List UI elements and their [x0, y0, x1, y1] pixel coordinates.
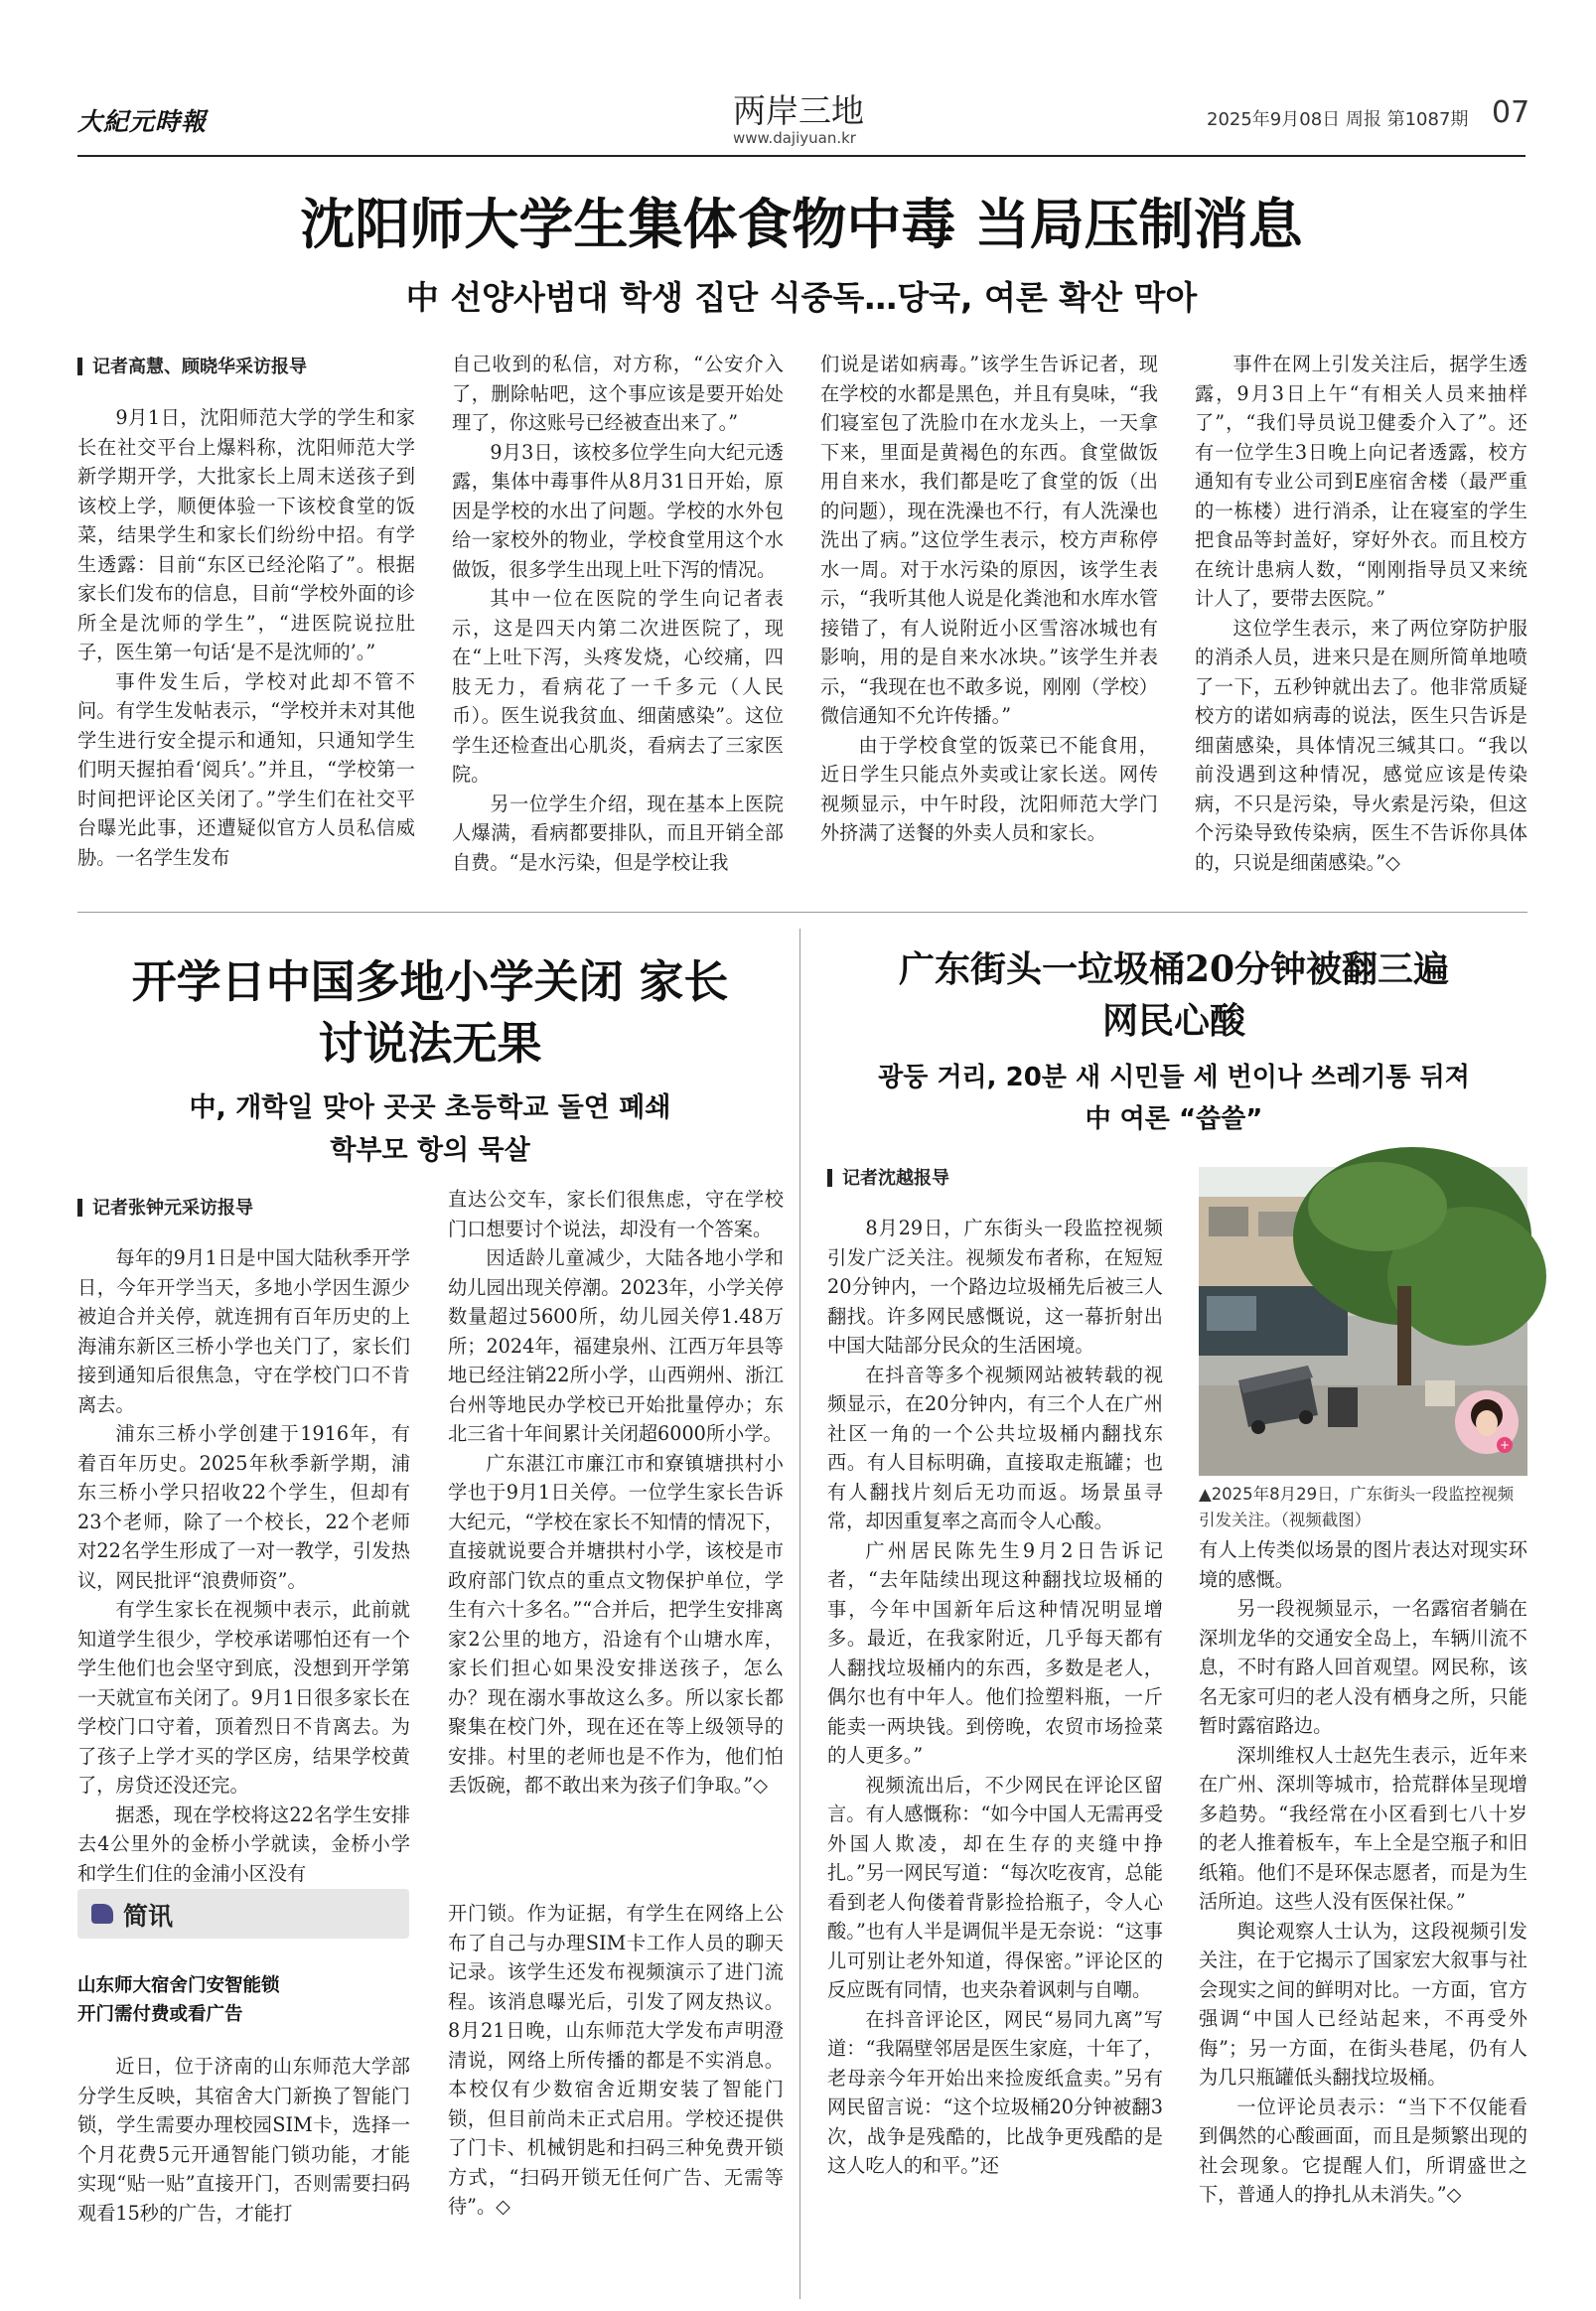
paragraph: 近日，位于济南的山东师范大学部分学生反映，其宿舍大门新换了智能门锁，学生需要办理校园SIM卡，选择一个月花费5元开通智能门锁功能，才能实现“贴一贴”直接开门，否则需要扫码观看15秒的广告，才能打: [77, 2055, 410, 2225]
brief-label: 简讯: [123, 1902, 174, 1931]
article1-title: 沈阳师大学生集体食物中毒 当局压制消息: [300, 192, 1303, 256]
article2-title: [77, 951, 783, 1075]
paragraph: 自己收到的私信，对方称，“公安介入了，删除帖吧，这个事应该是要开始处理了，你这账号已经被查出来了。”: [452, 353, 784, 434]
paragraph: 开门锁。作为证据，有学生在网络上公布了自己与办理SIM卡工作人员的聊天记录。该学生还发布视频演示了进门流程。该消息曝光后，引发了网友热议。8月21日晚，山东师范大学发布声明澄清说，网络上所传播的都是不实消息。本校仅有少数宿舍近期安装了智能门锁，但目前尚未正式启用。学校还提供了门卡、机械钥匙和扫码三种免费开锁方式，“扫码开锁无任何广告、无需等待”。◇: [448, 1902, 784, 2218]
article2-subtitle: [77, 1086, 783, 1172]
article2-title-line-1: 开学日中国多地小学关闭 家长: [131, 955, 729, 1008]
newspaper-logo: 大紀元時報: [77, 107, 208, 136]
site-url: www.dajiyuan.kr: [733, 129, 856, 147]
article2-title-line-2: 讨说法无果: [318, 1017, 542, 1070]
paragraph: 每年的9月1日是中国大陆秋季开学日，今年开学当天，多地小学因生源少被迫合并关停，就连拥有百年历史的上海浦东新区三桥小学也关门了，家长们接到通知后很焦急，守在学校门口不肯离去。: [77, 1246, 410, 1416]
article3-subtitle-line-2: 中 여론 “씁쓸”: [1085, 1104, 1263, 1134]
street-scene-image: [1199, 1167, 1527, 1476]
column-divider: [799, 929, 800, 2299]
paragraph: 另一位学生介绍，现在基本上医院人爆满，看病都要排队，而且开销全部自费。“是水污染，但是学校让我: [452, 792, 784, 874]
header-divider: [77, 155, 1525, 157]
paragraph: 由于学校食堂的饭菜已不能食用，近日学生只能点外卖或让家长送。网传视频显示，中午时段，沈阳师范大学门外挤满了送餐的外卖人员和家长。: [820, 733, 1158, 844]
article3-byline: [827, 1164, 1165, 1190]
street-photo: [1199, 1167, 1527, 1476]
issue-info: 2025年9月08日 周报 第1087期: [1207, 109, 1469, 130]
article3-column-1: [827, 1214, 1163, 2288]
brief-title-line-1: 山东师大宿舍门安智能锁: [77, 1975, 280, 1996]
svg-text:+: +: [1499, 1438, 1511, 1452]
paragraph: 9月3日，该校多位学生向大纪元透露，集体中毒事件从8月31日开始，原因是学校的水出了问题。学校的水外包给一家校外的物业，学校食堂用这个水做饭，很多学生出现上吐下泻的情况。: [452, 440, 784, 581]
paragraph: 在抖音等多个视频网站被转载的视频显示，在20分钟内，有三个人在广州社区一角的一个公共垃圾桶内翻找东西。有人目标明确，直接取走瓶罐；也有人翻找片刻后无功而返。场景虽寻常，却因重复率之高而令人心酸。: [827, 1363, 1163, 1532]
paragraph: 事件在网上引发关注后，据学生透露，9月3日上午“有相关人员来抽样了”，“我们导员说卫健委介入了”。还有一位学生3日晚上向记者透露，校方通知有专业公司到E座宿舍楼（最严重的一栋楼）进行消杀，让在寝室的学生把食品等封盖好，穿好外衣。而且校方在统计患病人数，“刚刚指导员又来统计人了，要带去医院。”: [1195, 353, 1527, 610]
section-title: 两岸三地: [733, 91, 864, 130]
paragraph: 视频流出后，不少网民在评论区留言。有人感慨称：“如今中国人无需再受外国人欺凌，却在生存的夹缝中挣扎。”另一网民写道：“每次吃夜宵，总能看到老人佝偻着背影捡拾瓶子，令人心酸。”也有人半是调侃半是无奈说：“这事儿可别让老外知道，得保密。”评论区的反应既有同情，也夹杂着讽刺与自嘲。: [827, 1773, 1163, 2001]
byline-text: 记者张钟元采访报导: [92, 1198, 253, 1219]
article2-byline: [77, 1194, 415, 1220]
paragraph: 这位学生表示，来了两位穿防护服的消杀人员，进来只是在厕所简单地喷了一下，五秒钟就出去了。他非常质疑校方的诺如病毒的说法，医生只告诉是细菌感染，具体情况三缄其口。“我以前没遇到这种情况，感觉应该是传染病，不只是污染，导火索是污染，但这个污染导致传染病，医生不告诉你具体的，只说是细菌感染。”◇: [1195, 616, 1527, 874]
page-number: 07: [1492, 95, 1530, 130]
paragraph: 广州居民陈先生9月2日告诉记者，“去年陆续出现这种翻找垃圾桶的事，今年中国新年后这种情况明显增多。最近，在我家附近，几乎每天都有人翻找垃圾桶内的东西，多数是老人，偶尔也有中年人。他们捡塑料瓶，一斤能卖一两块钱。到傍晚，农贸市场捡菜的人更多。”: [827, 1538, 1163, 1767]
paragraph: 在抖音评论区，网民“易同九离”写道：“我隔壁邻居是医生家庭，十年了，老母亲今年开始出来捡废纸盒卖。”另有网民留言说：“这个垃圾桶20分钟被翻3次，战争是残酷的，比战争更残酷的是这人吃人的和平。”还: [827, 2007, 1163, 2177]
paragraph: 深圳维权人士赵先生表示，近年来在广州、深圳等城市，拾荒群体呈现增多趋势。“我经常在小区看到七八十岁的老人推着板车，车上全是空瓶子和旧纸箱。他们不是环保志愿者，而是为生活所迫。这些人没有医保社保。”: [1199, 1743, 1527, 1913]
article1-column-4: [1195, 350, 1527, 895]
paragraph: 8月29日，广东街头一段监控视频引发广泛关注。视频发布者称，在短短20分钟内，一个路边垃圾桶先后被三人翻找。许多网民感慨说，这一幕折射出中国大陆部分民众的生活困境。: [827, 1217, 1163, 1357]
speech-bubble-icon: [91, 1904, 113, 1924]
article3-column-2: [1199, 1535, 1527, 2288]
paragraph: 9月1日，沈阳师范大学的学生和家长在社交平台上爆料称，沈阳师范大学新学期开学，大批家长上周末送孩子到该校上学，顺便体验一下该校食堂的饭菜，结果学生和家长们纷纷中招。有学生透露：目前“东区已经沦陷了”。根据家长们发布的信息，目前“学校外面的诊所全是沈师的学生”，“进医院说拉肚子，医生第一句话‘是不是沈师的’。”: [77, 406, 415, 663]
paragraph: 有人上传类似场景的图片表达对现实环境的感慨。: [1199, 1538, 1527, 1591]
article2-subtitle-line-2: 학부모 항의 묵살: [330, 1135, 530, 1166]
paragraph: 直达公交车，家长们很焦虑，守在学校门口想要讨个说法，却没有一个答案。: [448, 1188, 784, 1240]
brief-title-line-2: 开门需付费或看广告: [77, 2004, 243, 2025]
article3-title: [820, 943, 1527, 1047]
article2-column-2: [448, 1185, 784, 1871]
paragraph: 广东湛江市廉江市和寮镇塘拱村小学也于9月1日关停。一位学生家长告诉大纪元，“学校在家长不知情的情况下，直接就说要合并塘拱村小学，该校是市政府部门钦点的重点文物保护单位，学生有六十多名。”“合并后，把学生安排离家2公里的地方，沿途有个山塘水库，家长们担心如果没安排送孩子，怎么办？现在溺水事故这么多。所以家长都聚集在校门外，现在还在等上级领导的安排。村里的老师也是不作为，他们怕丢饭碗，都不敢出来为孩子们争取。”◇: [448, 1451, 784, 1797]
article1-column-1: [77, 403, 415, 895]
paragraph: 事件发生后，学校对此却不管不问。有学生发帖表示，“学校并未对其他学生进行安全提示和通知，只通知学生们明天握拍看‘阅兵’。”并且，“学校第一时间把评论区关闭了。”学生们在社交平台曝光此事，还遭疑似官方人员私信威胁。一名学生发布: [77, 669, 415, 869]
paragraph: 据悉，现在学校将这22名学生安排去4公里外的金桥小学就读，金桥小学和学生们住的金浦小区没有: [77, 1803, 410, 1885]
paragraph: 有学生家长在视频中表示，此前就知道学生很少，学校承诺哪怕还有一个学生他们也会坚守到底，没想到开学第一天就宣布关闭了。9月1日很多家长在学校门口守着，顶着烈日不肯离去。为了孩子上学才买的学区房，结果学校黄了，房贷还没还完。: [77, 1598, 410, 1797]
paragraph: 因适龄儿童减少，大陆各地小学和幼儿园出现关停潮。2023年，小学关停数量超过5600所，幼儿园关停1.48万所；2024年，福建泉州、江西万年县等地已经注销22所小学，山西朔州、浙江台州等地民办学校已开始批量停办；东北三省十年间累计关闭超6000所小学。: [448, 1246, 784, 1445]
brief-column-2: [448, 1899, 784, 2287]
brief-column-1: [77, 2052, 410, 2287]
article1-column-3: [820, 350, 1158, 895]
brief-title: [77, 1971, 415, 2029]
paragraph: 们说是诺如病毒。”该学生告诉记者，现在学校的水都是黑色，并且有臭味，“我们寝室包了洗脸巾在水龙头上，一天拿下来，里面是黄褐色的东西。食堂做饭用自来水，我们都是吃了食堂的饭（出的问题），现在洗澡也不行，有人洗澡也洗出了病。”这位学生表示，校方声称停水一周。对于水污染的原因，该学生表示，“我听其他人说是化粪池和水库水管接错了，有人说附近小区雪溶冰城也有影响，用的是自来水冰块。”该学生并表示，“我现在也不敢多说，刚刚（学校）微信通知不允许传播。”: [820, 353, 1158, 727]
article1-byline: [77, 353, 435, 378]
paragraph: 浦东三桥小学创建于1916年，有着百年历史。2025年秋季新学期，浦东三桥小学只招收22个学生，但却有23个老师，除了一个校长，22个老师对22名学生形成了一对一教学，引发热议，网民批评“浪费师资”。: [77, 1422, 410, 1592]
paragraph: 舆论观察人士认为，这段视频引发关注，在于它揭示了国家宏大叙事与社会现实之间的鲜明对比。一方面，官方强调“中国人已经站起来，不再受外侮”；另一方面，在街头巷尾，仍有人为几只瓶罐低头翻找垃圾桶。: [1199, 1919, 1527, 2089]
article3-subtitle: [820, 1057, 1527, 1140]
article1-subtitle: 中 선양사범대 학생 집단 식중독…당국, 여론 확산 막아: [405, 278, 1198, 317]
paragraph: 另一段视频显示，一名露宿者躺在深圳龙华的交通安全岛上，车辆川流不息，不时有路人回首观望。网民称，该名无家可归的老人没有栖身之所，只能暂时露宿路边。: [1199, 1597, 1527, 1737]
article3-subtitle-line-1: 광둥 거리, 20분 새 시민들 세 번이나 쓰레기통 뒤져: [878, 1063, 1470, 1092]
byline-text: 记者高慧、顾晓华采访报导: [92, 357, 307, 377]
paragraph: 其中一位在医院的学生向记者表示，这是四天内第二次进医院了，现在“上吐下泻，头疼发烧，心绞痛，四肢无力，看病花了一千多元（人民币）。医生说我贫血、细菌感染”。这位学生还检查出心肌炎，看病去了三家医院。: [452, 587, 784, 786]
article3-title-line-1: 广东街头一垃圾桶20分钟被翻三遍: [898, 948, 1450, 990]
article1-column-2: [452, 350, 784, 895]
photo-caption: ▲2025年8月29日，广东街头一段监控视频引发关注。（视频截图）: [1199, 1485, 1515, 1529]
byline-text: 记者沈越报导: [842, 1168, 949, 1189]
paragraph: 一位评论员表示：“当下不仅能看到偶然的心酸画面，而且是频繁出现的社会现象。它提醒人们，所谓盛世之下，普通人的挣扎从未消失。”◇: [1199, 2094, 1527, 2206]
article2-column-1: [77, 1243, 410, 1885]
article3-title-line-2: 网民心酸: [1101, 1000, 1245, 1042]
section-divider: [77, 912, 1527, 913]
article2-subtitle-line-1: 中, 개학일 맞아 곳곳 초등학교 돌연 폐쇄: [189, 1092, 671, 1123]
